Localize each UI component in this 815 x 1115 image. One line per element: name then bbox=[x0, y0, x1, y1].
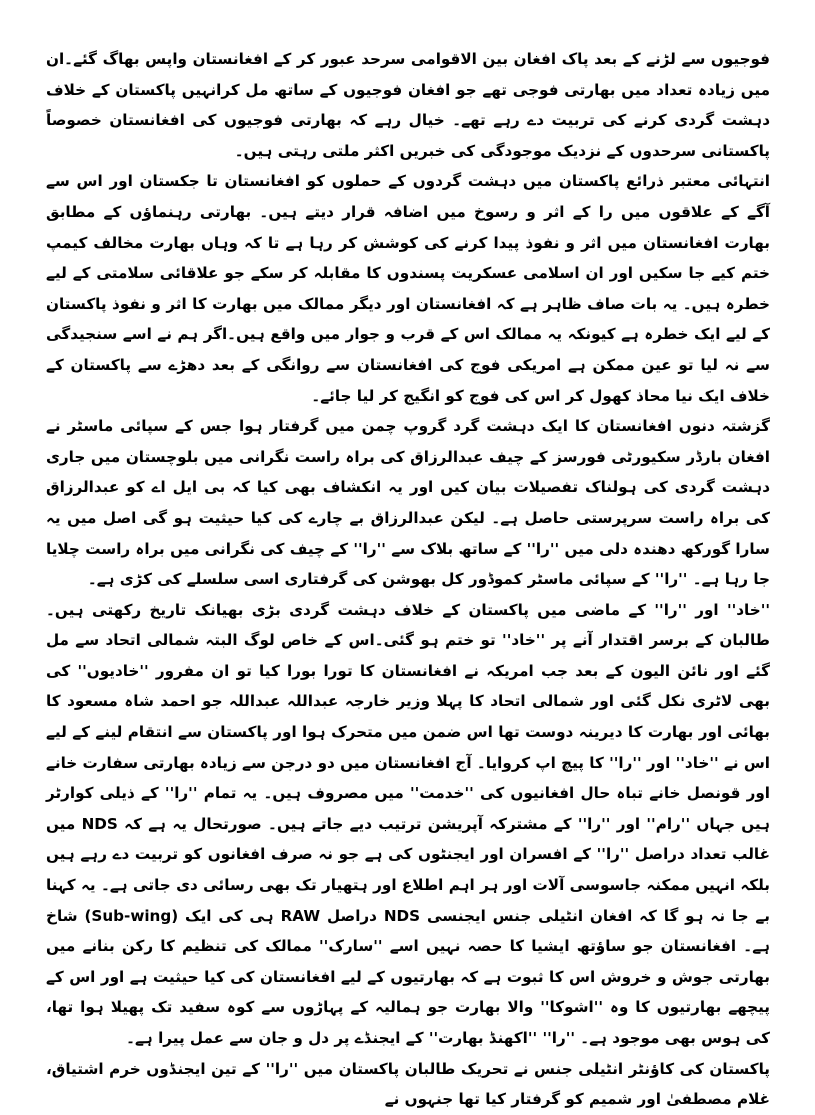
paragraph-2: انتہائی معتبر ذرائع پاکستان میں دہشت گردوں کے حملوں کو افغانستان تا جکستان اور اس سے آگے کے علاقوں میں را کے اثر و رسوخ میں اضافہ قرار دیتے ہیں۔ بھارتی رہنماؤں کے مطابق بھارت افغانستان میں اثر و نفوذ پیدا کرنے کی کوشش کر رہا ہے تا کہ وہاں بھارت مخالف کیمپ ختم کیے جا سکیں اور ان اسلامی عسکریت پسندوں کا مقابلہ کر سکے جو علاقائی سلامتی کے لیے خطرہ ہیں۔ یہ بات صاف ظاہر ہے کہ افغانستان اور دیگر ممالک میں بھارت کا اثر و نفوذ پاکستان کے لیے ایک خطرہ ہے کیونکہ یہ ممالک اس کے قرب و جوار میں واقع ہیں۔اگر ہم نے اسے سنجیدگی سے نہ لیا تو عین ممکن ہے امریکی فوج کی افغانستان سے روانگی کے بعد دھڑے سے پاکستان کے خلاف ایک نیا محاذ کھول کر اس کی فوج کو انگیج کر لیا جائے۔ bbox=[46, 172, 770, 405]
paragraph-5: پاکستان کی کاؤنٹر انٹیلی جنس نے تحریک طالبان پاکستان میں ''را'' کے تین ایجنڈوں خرم اشتیاق، غلام مصطفیٰ اور شمیم کو گرفتار کیا تھا جنہوں نے bbox=[46, 1059, 770, 1109]
paragraph-4: ''خاد'' اور ''را'' کے ماضی میں پاکستان کے خلاف دہشت گردی بڑی بھیانک تاریخ رکھتی ہیں۔ طالبان کے برسر اقتدار آنے پر ''خاد'' تو ختم ہو گئی۔اس کے خاص لوگ البتہ شمالی اتحاد سے مل گئے اور نائن الیون کے بعد جب امریکہ نے افغانستان کا تورا بورا کیا تو ان مفرور ''خادیوں'' کی بھی لاٹری نکل گئی اور شمالی اتحاد کا پہلا وزیر خارجہ عبداللہ عبداللہ جو احمد شاہ مسعود کا بھائی اور بھارت کا دیرینہ دوست تھا اس ضمن میں متحرک ہوا اور پاکستان سے انتقام لینے کے لیے اس نے ''خاد'' اور ''را'' کا پیچ اپ کروایا۔ آج افغانستان میں دو درجن سے زیادہ بھارتی سفارت خانے اور قونصل خانے تباہ حال افغانیوں کی ''خدمت'' میں مصروف ہیں۔ یہ تمام ''را'' کے ذیلی کوارٹر ہیں جہاں ''رام'' اور ''را'' کے مشترکہ آپریشن ترتیب دیے جاتے ہیں۔ صورتحال یہ ہے کہ NDS میں غالب تعداد دراصل ''را'' کے افسران اور ایجنٹوں کی ہے جو نہ صرف افغانوں کو تربیت دے رہے ہیں بلکہ انہیں ممکنہ جاسوسی آلات اور ہر اہم اطلاع اور ہتھیار تک بھی رسائی دی جاتی ہے۔ یہ کہنا بے جا نہ ہو گا کہ افغان انٹیلی جنس ایجنسی NDS دراصل RAW ہی کی ایک (Sub-wing) شاخ ہے۔ افغانستان جو ساؤتھ ایشیا کا حصہ نہیں اسے ''سارک'' ممالک کی تنظیم کا رکن بنانے میں بھارتی جوش و خروش اس کا ثبوت ہے کہ بھارتیوں کے لیے افغانستان کی کیا حیثیت ہے اور اس کے پیچھے بھارتیوں کا وہ ''اشوکا'' والا بھارت جو ہمالیہ کے پہاڑوں سے کوہ سفید تک پھیلا ہوا تھا، کی ہوس بھی موجود ہے۔ ''را'' ''اکھنڈ بھارت'' کے ایجنڈے پر دل و جان سے عمل پیرا ہے۔ bbox=[46, 600, 770, 1047]
paragraph-3: گزشتہ دنوں افغانستان کا ایک دہشت گرد گروپ چمن میں گرفتار ہوا جس کے سپائی ماسٹر نے افغان بارڈر سکیورٹی فورسز کے چیف عبدالرزاق کی براہ راست نگرانی میں بلوچستان میں جاری دہشت گردی کی ہولناک تفصیلات بیان کیں اور یہ انکشاف بھی کیا کہ بی ایل اے کو عبدالرزاق کی براہ راست سرپرستی حاصل ہے۔ لیکن عبدالرزاق بے چارے کی کیا حیثیت ہو گی اصل میں یہ سارا گورکھ دھندہ دلی میں ''را'' کے ساتھ بلاک سے ''را'' کے چیف کی نگرانی میں براہ راست چلایا جا رہا ہے۔ ''را'' کے سپائی ماسٹر کموڈور کل بھوشن کی گرفتاری اسی سلسلے کی کڑی ہے۔ bbox=[46, 417, 770, 589]
paragraph-1: فوجیوں سے لڑنے کے بعد پاک افغان بین الاقوامی سرحد عبور کر کے افغانستان واپس بھاگ گئے۔ان میں زیادہ تعداد میں بھارتی فوجی تھے جو افغان فوجیوں کے ساتھ مل کرانہیں پاکستان کے خلاف دہشت گردی کرنے کی تربیت دے رہے تھے۔ خیال رہے کہ بھارتی فوجیوں کی افغانستان خصوصاً پاکستانی سرحدوں کے نزدیک موجودگی کی خبریں اکثر ملتی رہتی ہیں۔ bbox=[46, 50, 770, 160]
article-body bbox=[46, 44, 770, 1109]
